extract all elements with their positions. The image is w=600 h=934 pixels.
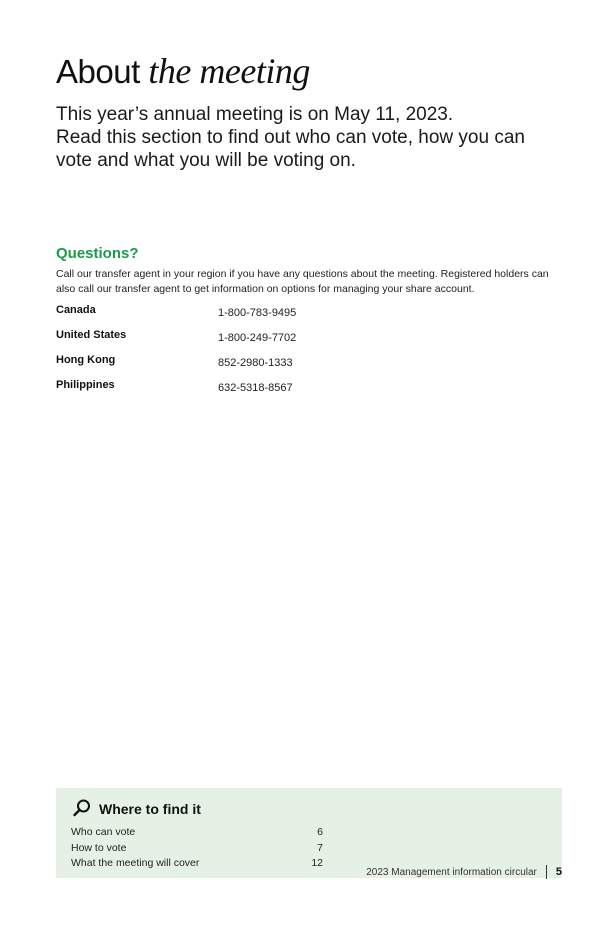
page-footer [366, 864, 562, 880]
contact-phone: 1-800-783-9495 [218, 307, 297, 319]
toc-item-page: 6 [317, 826, 323, 838]
contact-row-philippines [56, 379, 376, 404]
toc-item-label: Who can vote [71, 826, 136, 838]
where-to-find-it-heading: Where to find it [99, 801, 201, 817]
footer-divider [546, 865, 547, 879]
contact-list [56, 304, 376, 404]
toc-item-page: 12 [311, 857, 323, 869]
contact-region: United States [56, 329, 127, 341]
contact-row-united-states [56, 329, 376, 354]
page-title-plain: About [56, 53, 140, 90]
toc-list [71, 826, 323, 873]
footer-page-number: 5 [555, 866, 562, 878]
search-icon [72, 798, 92, 818]
toc-item-label: How to vote [71, 841, 127, 854]
toc-item-label: What the meeting will cover [71, 857, 200, 869]
contact-phone: 632-5318-8567 [218, 382, 293, 394]
intro-text [56, 103, 566, 172]
page-title-emphasis: the meeting [148, 51, 310, 91]
contact-row-hong-kong [56, 354, 376, 379]
toc-item[interactable] [71, 857, 323, 873]
contact-region: Hong Kong [56, 354, 116, 366]
contact-phone: 1-800-249-7702 [218, 332, 297, 344]
toc-item[interactable] [71, 826, 323, 842]
footer-document-title: 2023 Management information circular [366, 866, 537, 878]
contact-region: Canada [56, 304, 96, 316]
contact-region: Philippines [56, 379, 115, 391]
questions-body: Call our transfer agent in your region if you have any questions about the meeting. Registered holders can also call our transfer agent to get information on options for managing your share account. [56, 268, 549, 295]
intro-line-2: Read this section to find out who can vote, how you can vote and what you will be voting on. [56, 127, 525, 171]
questions-heading: Questions? [56, 245, 139, 262]
toc-item[interactable] [71, 842, 323, 858]
toc-item-page: 7 [317, 841, 323, 854]
page-title [56, 50, 310, 92]
contact-row-canada [56, 304, 376, 329]
contact-phone: 852-2980-1333 [218, 357, 293, 369]
intro-line-1: This year’s annual meeting is on May 11, 2023. [56, 104, 454, 125]
